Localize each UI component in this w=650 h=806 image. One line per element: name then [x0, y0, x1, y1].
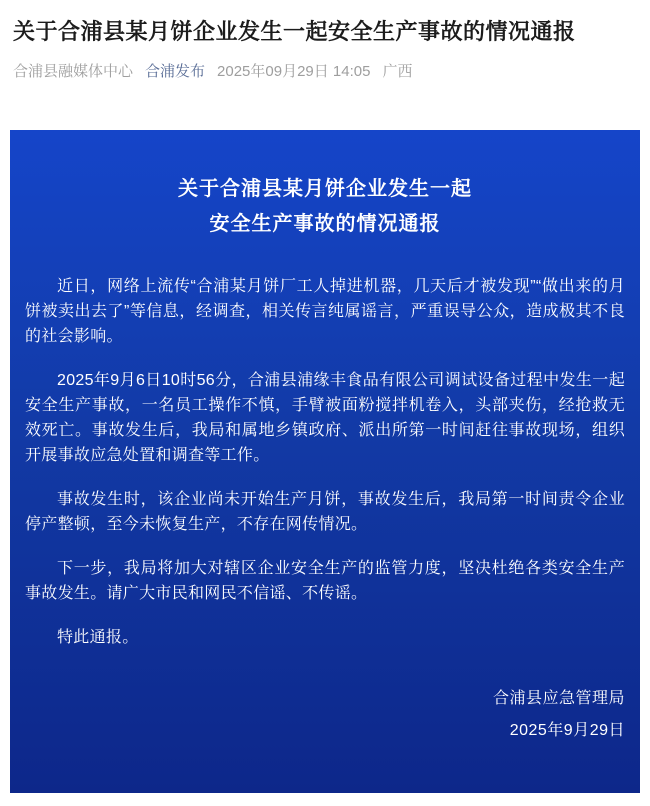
notice-title-line-1: 关于合浦县某月饼企业发生一起	[178, 178, 472, 200]
meta-region: 广西	[382, 63, 413, 80]
meta-row	[13, 61, 650, 82]
notice-body	[25, 274, 625, 650]
notice-paragraph-3: 事故发生时，该企业尚未开始生产月饼，事故发生后，我局第一时间责令企业停产整顿，至今未恢复生产，不存在网传情况。	[25, 491, 625, 533]
notice-signature: 合浦县应急管理局	[492, 690, 625, 707]
notice-title-line-2: 安全生产事故的情况通报	[209, 213, 441, 235]
meta-account-link[interactable]: 合浦发布	[145, 63, 206, 80]
page-title: 关于合浦县某月饼企业发生一起安全生产事故的情况通报	[13, 19, 576, 44]
notice-paragraph-4: 下一步，我局将加大对辖区企业安全生产的监管力度，坚决杜绝各类安全生产事故发生。请广大市民和网民不信谣、不传谣。	[25, 560, 625, 602]
notice-closing: 特此通报。	[57, 629, 139, 646]
meta-datetime: 2025年09月29日 14:05	[217, 63, 371, 80]
sign-block	[25, 683, 625, 747]
notice-title	[25, 172, 625, 242]
notice-paragraph-1: 近日，网络上流传“合浦某月饼厂工人掉进机器，几天后才被发现”“做出来的月饼被卖出去了”等信息，经调查，相关传言纯属谣言，严重误导公众，造成极其不良的社会影响。	[25, 278, 625, 345]
notice-card	[10, 130, 640, 793]
notice-paragraph-2: 2025年9月6日10时56分，合浦县浦缘丰食品有限公司调试设备过程中发生一起安全生产事故，一名员工操作不慎，手臂被面粉搅拌机卷入，头部夹伤，经抢救无效死亡。事故发生后，我局和属地乡镇政府、派出所第一时间赶往事故现场，组织开展事故应急处置和调查等工作。	[25, 372, 625, 464]
meta-source: 合浦县融媒体中心	[13, 63, 134, 80]
notice-date: 2025年9月29日	[509, 722, 625, 739]
